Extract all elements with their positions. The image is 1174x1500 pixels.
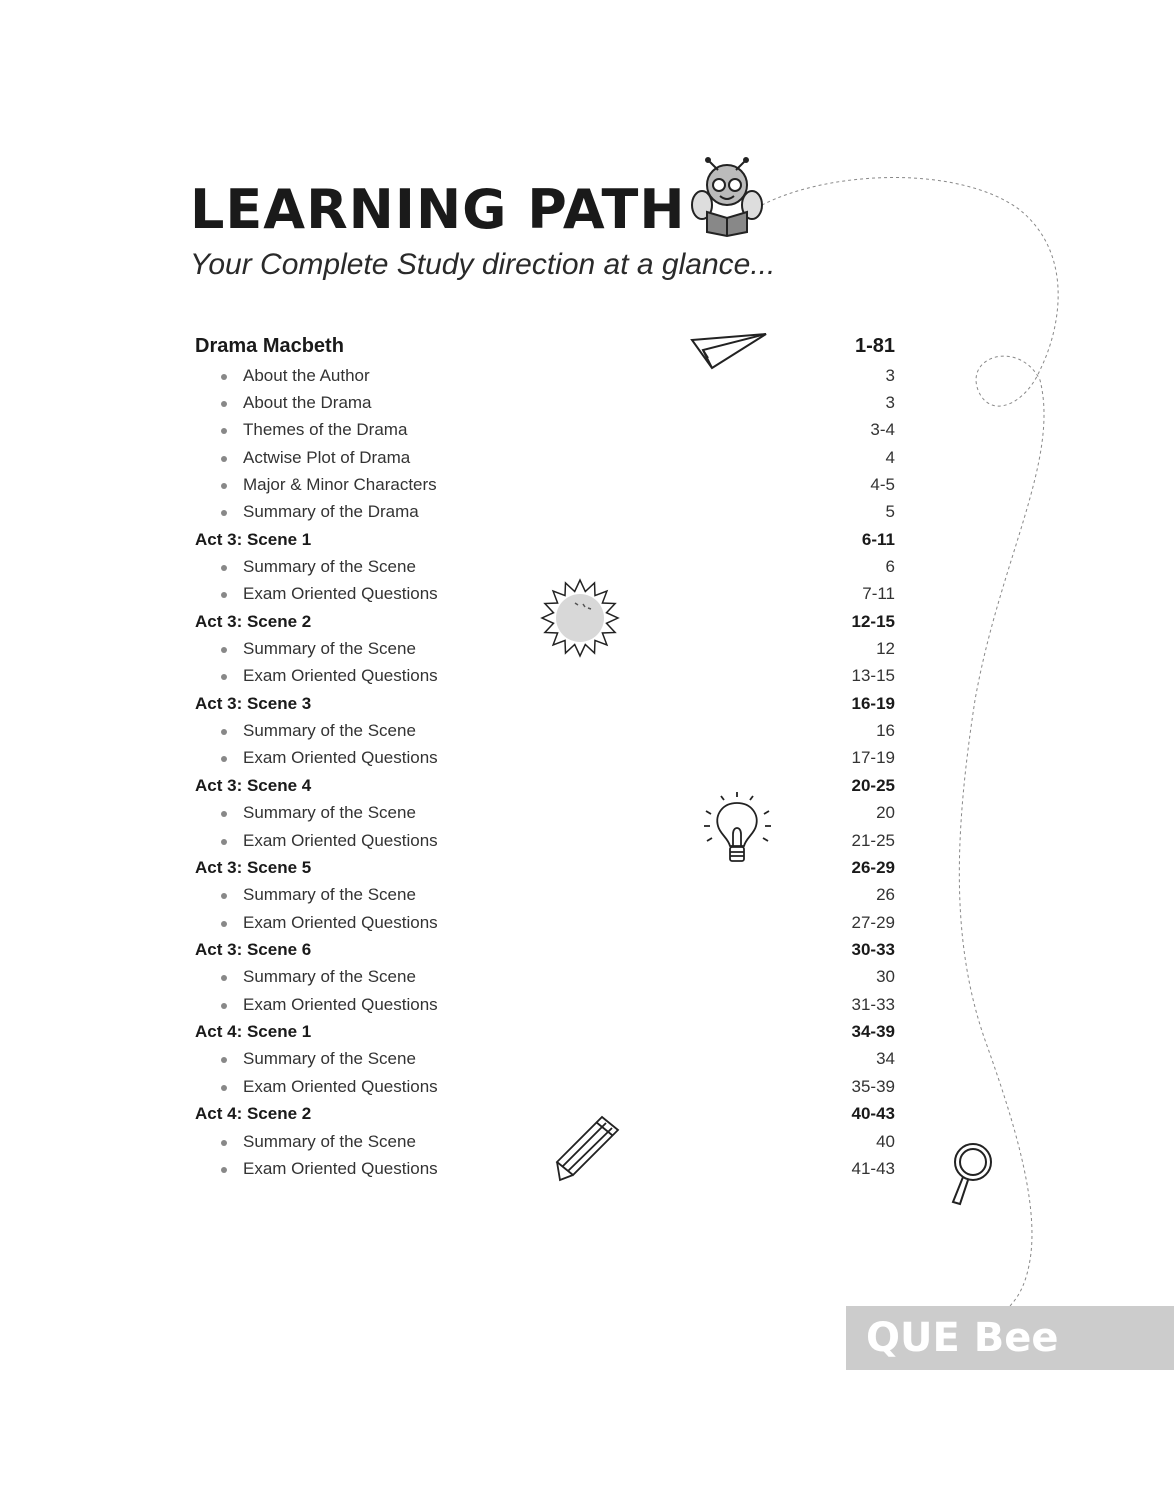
section-pages: 26-29 (851, 857, 895, 877)
item-label: Major & Minor Characters (195, 475, 437, 495)
item-label: About the Drama (195, 393, 372, 413)
section-pages: 6-11 (861, 529, 895, 549)
brand-banner (846, 1306, 1174, 1370)
item-page: 31-33 (851, 994, 895, 1014)
section-title: Drama Macbeth (195, 334, 344, 357)
item-label: Summary of the Scene (195, 967, 416, 987)
section-title: Act 3: Scene 2 (195, 611, 312, 631)
item-page: 20 (876, 803, 895, 823)
item-label: Exam Oriented Questions (195, 913, 438, 933)
bee-reading-icon (692, 158, 762, 236)
lightbulb-icon (704, 792, 771, 861)
item-page: 5 (885, 502, 895, 522)
item-page: 7-11 (862, 584, 895, 604)
item-page: 16 (876, 721, 895, 741)
item-page: 6 (885, 556, 895, 576)
magnifier-icon (953, 1144, 991, 1204)
item-page: 3 (885, 365, 895, 385)
paper-plane-icon (692, 334, 766, 368)
item-page: 40 (876, 1131, 895, 1151)
item-label: Summary of the Scene (195, 1132, 416, 1152)
item-label: Summary of the Drama (195, 502, 419, 522)
section-title: Act 4: Scene 2 (195, 1104, 312, 1124)
item-label: Summary of the Scene (195, 557, 416, 577)
item-page: 30 (876, 967, 895, 987)
item-label: Exam Oriented Questions (195, 666, 438, 686)
brand-logo-text: QUE Bee (866, 1315, 1059, 1361)
pencil-icon (557, 1117, 618, 1180)
item-label: Themes of the Drama (195, 420, 407, 440)
item-page: 21-25 (851, 830, 895, 850)
item-label: About the Author (195, 366, 370, 386)
item-label: Summary of the Scene (195, 721, 416, 741)
item-page: 12 (876, 639, 895, 659)
item-page: 26 (876, 885, 895, 905)
section-pages: 16-19 (851, 693, 895, 713)
item-label: Summary of the Scene (195, 1049, 416, 1069)
section-title: Act 3: Scene 4 (195, 775, 312, 795)
section-title: Act 3: Scene 1 (195, 529, 312, 549)
page-subtitle: Your Complete Study direction at a glance... (190, 248, 776, 281)
section-pages: 20-25 (851, 775, 895, 795)
section-pages: 1-81 (854, 334, 895, 357)
item-label: Exam Oriented Questions (195, 1159, 438, 1179)
item-label: Exam Oriented Questions (195, 995, 438, 1015)
item-page: 41-43 (851, 1158, 895, 1178)
section-pages: 30-33 (851, 940, 895, 959)
section-pages: 40-43 (851, 1104, 895, 1124)
item-page: 35-39 (851, 1076, 895, 1096)
section-pages: 12-15 (851, 611, 895, 631)
page-title: LEARNING PATH (190, 178, 686, 241)
section-title: Act 4: Scene 1 (195, 1022, 312, 1042)
item-label: Summary of the Scene (195, 639, 416, 659)
item-page: 27-29 (851, 912, 895, 932)
item-page: 17-19 (851, 748, 895, 768)
item-page: 13-15 (851, 666, 895, 686)
item-label: Exam Oriented Questions (195, 584, 438, 604)
item-page: 4-5 (870, 474, 895, 494)
dotted-path-line (762, 178, 1058, 1307)
item-label: Summary of the Scene (195, 885, 416, 905)
item-label: Summary of the Scene (195, 803, 416, 823)
item-label: Exam Oriented Questions (195, 831, 438, 851)
item-page: 4 (885, 447, 895, 467)
item-page: 3-4 (870, 420, 895, 440)
item-label: Actwise Plot of Drama (195, 448, 410, 468)
section-title: Act 3: Scene 6 (195, 940, 312, 959)
item-label: Exam Oriented Questions (195, 748, 438, 768)
item-page: 34 (876, 1049, 895, 1069)
section-pages: 34-39 (851, 1022, 895, 1042)
item-page: 3 (885, 392, 895, 412)
item-label: Exam Oriented Questions (195, 1077, 438, 1097)
section-title: Act 3: Scene 5 (195, 857, 312, 877)
sun-icon (542, 580, 618, 656)
section-title: Act 3: Scene 3 (195, 693, 312, 713)
